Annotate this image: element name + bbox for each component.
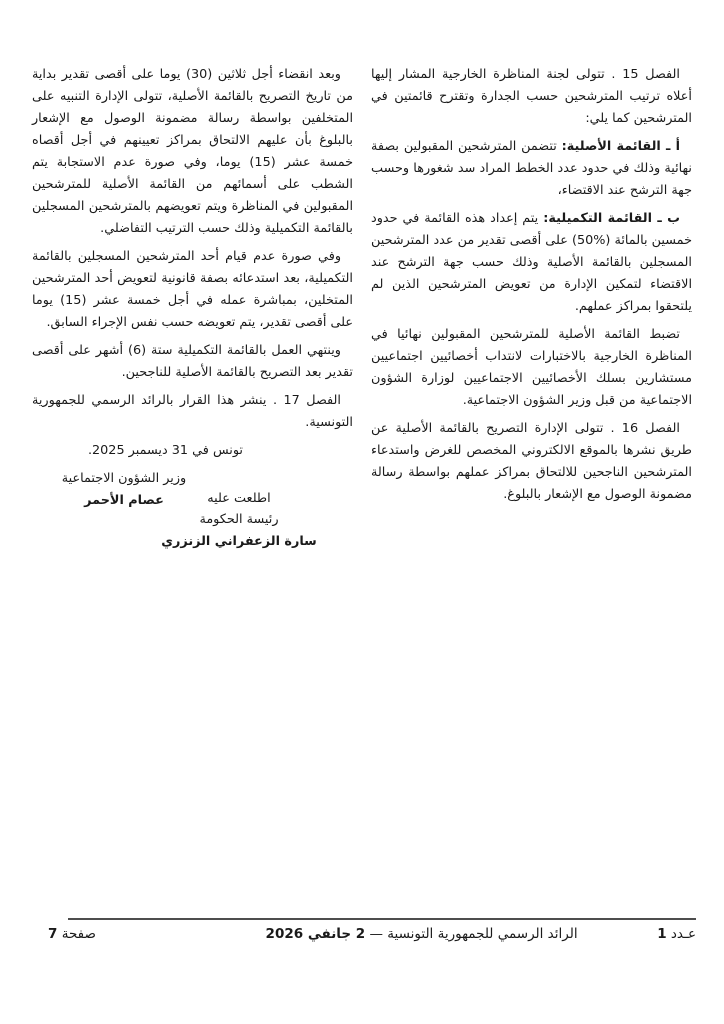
issue-date: 2 جانفي 2026 (265, 926, 366, 942)
page-number-block (48, 925, 96, 943)
countersign-label: اطلعت عليه (207, 491, 271, 506)
paragraph-text: تضبط القائمة الأصلية للمترشحين المقبولين نهائيا في المناظرة الخارجية بالاختبارات لانتداب أخصائيين اجتماعيين مستشارين بسلك الأخصائيين الاجتماعيين لوزارة الشؤون الاجتماعية من قبل وزير الشؤون الاجتماعية. (371, 327, 692, 408)
paragraph-article-15 (371, 64, 692, 130)
paragraph-replacement-procedure (32, 246, 353, 334)
separator-dash: — (369, 926, 383, 942)
paragraph-list-a-main-list (371, 136, 692, 202)
issue-label: عـدد (670, 926, 696, 942)
paragraph-article-17 (32, 390, 353, 434)
footer-rule (68, 918, 696, 920)
journal-title-line (96, 925, 657, 943)
signature-block (32, 468, 353, 560)
paragraph-text: الفصل 17 . ينشر هذا القرار بالرائد الرسمي للجمهورية التونسية. (32, 393, 353, 430)
page-footer (48, 918, 696, 943)
page-label: صفحة (61, 926, 96, 942)
paragraph-complementary-list-expiry (32, 340, 353, 384)
minister-signature (46, 468, 202, 511)
column-right (371, 64, 692, 560)
issue-value: 1 (657, 926, 667, 942)
paragraph-text: الفصل 16 . تتولى الإدارة التصريح بالقائمة الأصلية عن طريق نشرها بالموقع الالكتروني المخصص للغرض واستدعاء المترشحين الناجحين للالتحاق بمراكز عملهم بواسطة رسالة مضمونة الوصول مع الإشعار بالبلوغ. (371, 421, 692, 502)
paragraph-text: وينتهي العمل بالقائمة التكميلية ستة (6) أشهر على أقصى تقدير بعد التصريح بالقائمة الأصلية للناجحين. (32, 343, 353, 380)
head-of-government-name: سارة الزعفراني الزنزري (161, 534, 317, 549)
paragraph-article-16 (371, 418, 692, 506)
paragraph-list-b-complementary-list (371, 208, 692, 318)
journal-title: الرائد الرسمي للجمهورية التونسية (387, 926, 578, 942)
paragraph-lead: ب ـ القائمة التكميلية: (543, 211, 680, 226)
paragraph-text: الفصل 15 . تتولى لجنة المناظرة الخارجية المشار إليها أعلاه ترتيب المترشحين حسب الجدارة وتقترح قائمتين في المترشحين كما يلي: (371, 67, 692, 126)
head-of-government-title: رئيسة الحكومة (199, 512, 279, 527)
paragraph-deadline-30-days (32, 64, 353, 240)
paragraph-text: وفي صورة عدم قيام أحد المترشحين المسجلين بالقائمة التكميلية، بعد استدعائه بصفة قانونية لتعويض أحد المترشحين المتخلين، بمباشرة عمله في أجل خمسة عشر (15) يوما على أقصى تقدير، يتم تعويضه حسب نفس الإجراء السابق. (32, 249, 353, 330)
paragraph-main-list-approval (371, 324, 692, 412)
paragraph-lead: أ ـ القائمة الأصلية: (561, 139, 680, 154)
minister-title: وزير الشؤون الاجتماعية (61, 471, 187, 486)
column-left (32, 64, 353, 560)
paragraph-text: وبعد انقضاء أجل ثلاثين (30) يوما على أقصى تقدير بداية من تاريخ التصريح بالقائمة الأصلية، تتولى الإدارة التنبيه على المتخلفين بواسطة رسالة مضمونة الوصول مع الإشعار بالبلوغ بأن عليهم الالتحاق بمراكز تعيينهم في أجل أقصاه خمسة عشر (15) يوما، وفي صورة عدم الاستجابة يتم الشطب على أسمائهم من القائمة الأصلية للمترشحين المقبولين في المناظرة ويتم تعويضهم بالمترشحين المسجلين بالقائمة التكميلية وذلك حسب الترتيب التفاضلي. (32, 67, 354, 236)
paragraph-text: تتضمن المترشحين المقبولين بصفة نهائية وذلك في حدود عدد الخطط المراد سد شغورها وحسب جهة الترشح عند الاقتضاء، (371, 139, 692, 198)
minister-name: عصام الأحمر (84, 493, 164, 508)
page-value: 7 (48, 926, 58, 942)
footer-row (48, 925, 696, 943)
paragraph-text: يتم إعداد هذه القائمة في حدود خمسين بالمائة (%50) على أقصى تقدير من عدد المترشحين المسجلين بالقائمة الأصلية وذلك حسب جهة الترشح عند الاقتضاء لتمكين الإدارة من تعويض المترشحين الذين لم يلتحقوا بمراكز عملهم. (371, 211, 692, 314)
issue-number-block (657, 925, 696, 943)
place-date-line: تونس في 31 ديسمبر 2025. (87, 443, 243, 458)
